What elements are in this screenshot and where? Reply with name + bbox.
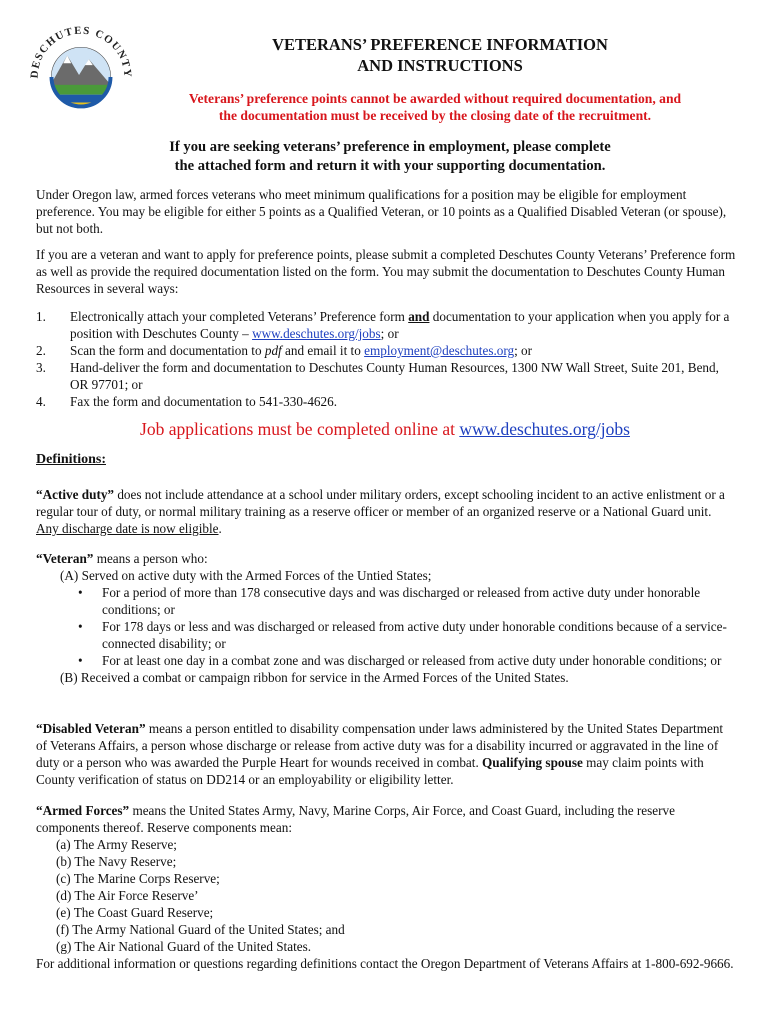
job-applications-notice: Job applications must be completed online at www.deschutes.org/jobs — [140, 419, 630, 439]
svg-text:DESCHUTES COUNTY: DESCHUTES COUNTY — [28, 24, 134, 79]
list-item: (c) The Marine Corps Reserve; — [56, 871, 220, 886]
job-applications-link[interactable]: www.deschutes.org/jobs — [459, 419, 630, 439]
email-link[interactable]: employment@deschutes.org — [364, 343, 515, 358]
submission-ways-list — [36, 308, 736, 410]
jobs-link[interactable]: www.deschutes.org/jobs — [252, 326, 381, 341]
list-item: 3. Hand-deliver the form and documentation to Deschutes County Human Resources, 1300 NW Wall Street, Suite 201, Bend, OR 97701; or — [36, 360, 719, 392]
active-duty-definition: “Active duty” does not include attendance at a school under military orders, except schooling incident to an active enlistment or a regular tour of duty, or normal military training as a reserve officer or member of an organized reserve or a National Guard unit. Any discharge date is now eligible. — [36, 487, 725, 536]
list-item: (d) The Air Force Reserve’ — [56, 888, 199, 903]
list-item: 1. Electronically attach your completed Veterans’ Preference form and documentation to your application when you apply for a position with Deschutes County – www.deschutes.org/jobs; or — [36, 309, 730, 341]
list-item: (e) The Coast Guard Reserve; — [56, 905, 214, 920]
definitions-heading: Definitions: — [36, 452, 106, 467]
document-title: VETERANS’ PREFERENCE INFORMATION AND INSTRUCTIONS — [272, 35, 608, 75]
documentation-warning: Veterans’ preference points cannot be awarded without required documentation, and the documentation must be received by the closing date of the recruitment. — [188, 91, 682, 123]
list-item: (f) The Army National Guard of the United States; and — [56, 922, 345, 937]
veteran-definition: “Veteran” means a person who: (A) Served on active duty with the Armed Forces of the Untied States; • For a period of more than 178 consecutive days and was discharged or released from active duty under honorable conditions; or • For 178 days or less and was discharged or released from active duty under honorable conditions because of a service-connected disability; or • For at least one day in a combat zone and was discharged or released from active duty under honorable conditions; or (B) Received a combat or campaign ribbon for service in the Armed Forces of the United States. — [36, 550, 736, 686]
list-item: (a) The Army Reserve; — [56, 837, 177, 852]
intro-paragraph-1: Under Oregon law, armed forces veterans who meet minimum qualifications for a position may be eligible for employment preference. You may be eligible for either 5 points as a Qualified Veteran, or 10 points as a Qualified Disabled Veteran (or spouse), but not both. — [36, 187, 727, 236]
list-item: (b) The Navy Reserve; — [56, 854, 177, 869]
list-item: 4. Fax the form and documentation to 541-330-4626. — [36, 394, 337, 409]
intro-paragraph-2: If you are a veteran and want to apply for preference points, please submit a completed Deschutes County Veterans’ Preference form as well as provide the required documentation listed on the form. You may submit the documentation to Deschutes County Human Resources in several ways: — [36, 247, 736, 296]
armed-forces-definition: “Armed Forces” means the United States Army, Navy, Marine Corps, Air Force, and Coast Guard, including the reserve components thereof. Reserve components mean: (a) The Army Reserve; (b) The Navy Reserve; (c) The Marine Corps Reserve; (d) The Air Force Reserve’ (e) The Coast Guard Reserve; (f) The Army National Guard of the United States; and (g) The Air National Guard of the United States. For additional information or questions regarding definitions contact the Oregon Department of Veterans Affairs at 1-800-692-9666. — [36, 802, 736, 972]
list-item: • For a period of more than 178 consecutive days and was discharged or released from active duty under honorable conditions; or — [78, 585, 701, 617]
list-item: • For 178 days or less and was discharged or released from active duty under honorable conditions because of a service-connected disability; or — [78, 619, 727, 651]
deschutes-county-logo — [22, 16, 140, 134]
disabled-veteran-definition: “Disabled Veteran” means a person entitled to disability compensation under laws administered by the United States Department of Veterans Affairs, a person whose discharge or release from active duty was for a disability incurred or aggravated in the line of duty or a person who was awarded the Purple Heart for wounds received in combat. Qualifying spouse may claim points with County verification of status on DD214 or an employability or eligibility letter. — [36, 721, 724, 787]
list-item: (g) The Air National Guard of the United States. — [56, 939, 312, 954]
list-item: 2. Scan the form and documentation to pdf and email it to employment@deschutes.org; or — [36, 343, 533, 358]
list-item: • For at least one day in a combat zone and was discharged or released from active duty under honorable conditions; or — [78, 653, 722, 668]
contact-info: For additional information or questions regarding definitions contact the Oregon Department of Veterans Affairs at 1-800-692-9666. — [36, 956, 734, 971]
seek-instructions: If you are seeking veterans’ preference in employment, please complete the attached form and return it with your supporting documentation. — [169, 139, 611, 174]
